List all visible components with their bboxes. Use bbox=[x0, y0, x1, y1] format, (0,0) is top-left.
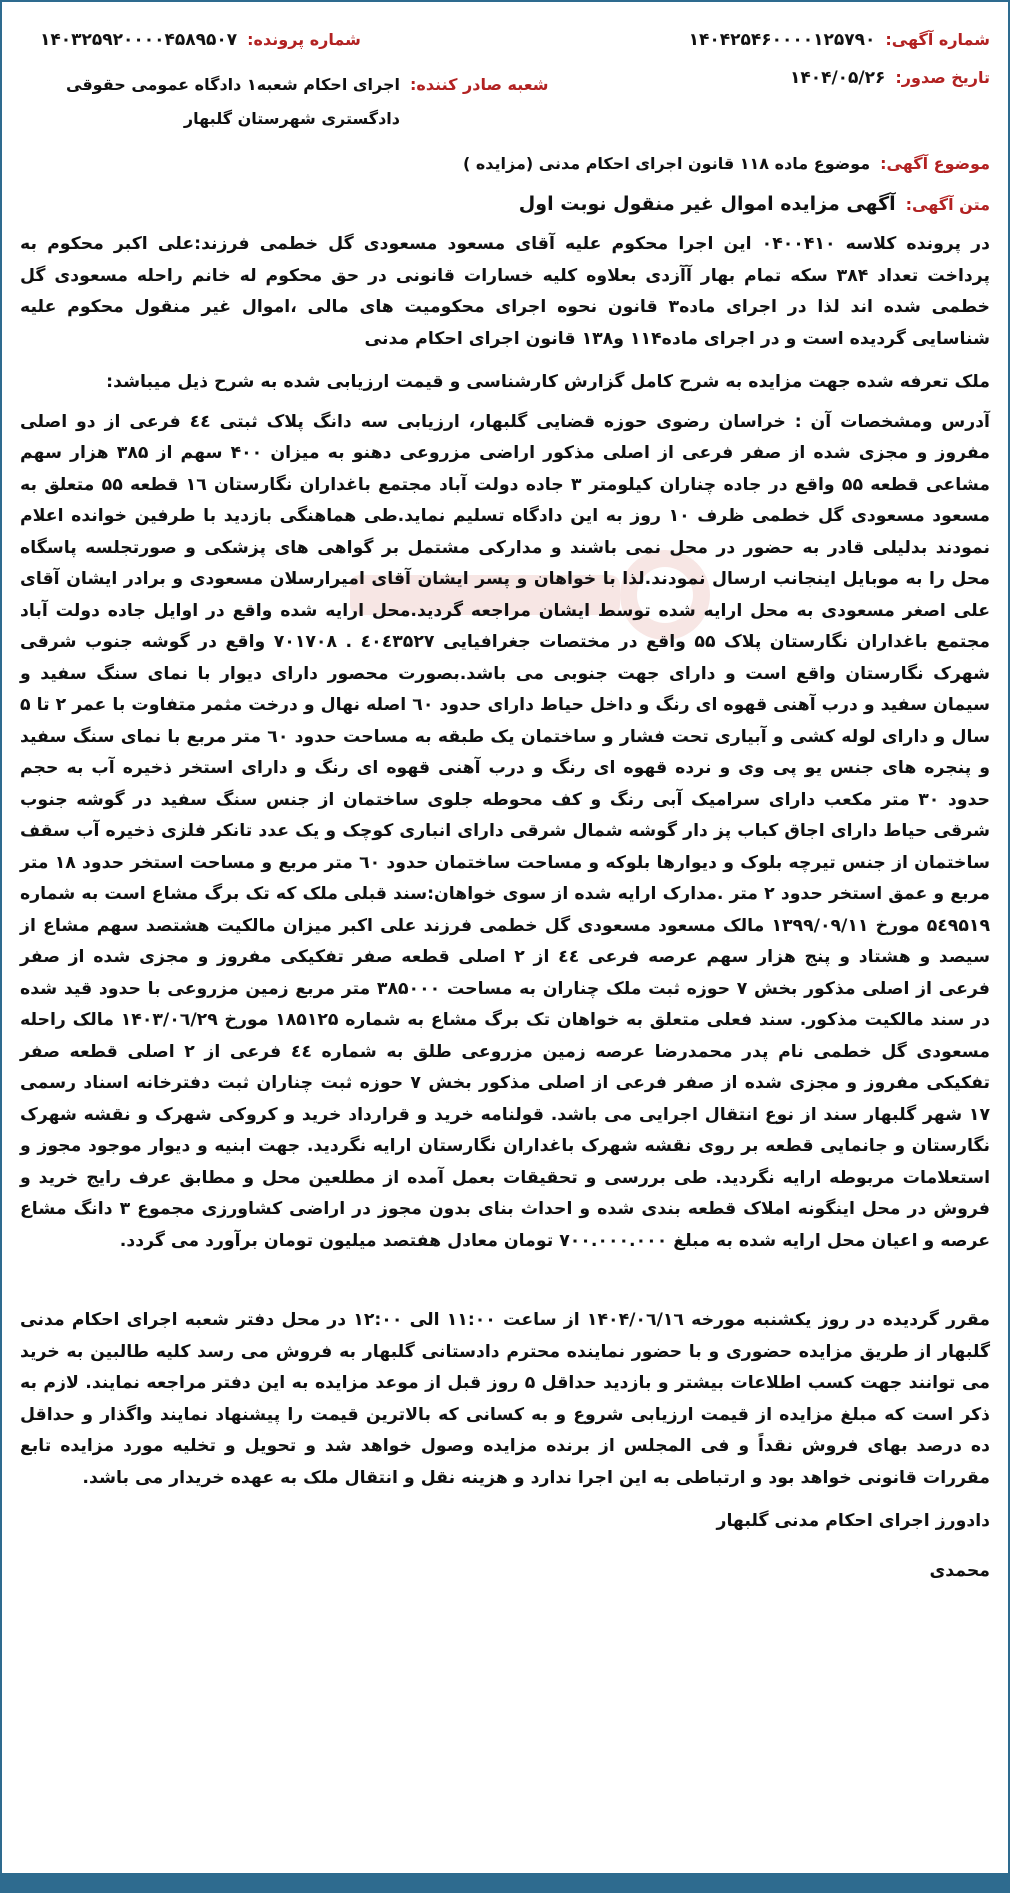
issue-date-value: ۱۴۰۴/۰۵/۲۶ bbox=[789, 68, 886, 88]
issuing-branch-label: شعبه صادر کننده: bbox=[410, 75, 549, 94]
paragraph-case-intro: در پرونده کلاسه ۰۴۰۰۴۱۰ این اجرا محکوم علیه آقای مسعود مسعودی گل خطمی فرزند:علی اکبر محکوم به پرداخت تعداد ۳۸۴ سکه تمام بهار آآزدی بعلاوه کلیه خسارات قانونی در حق محکوم له خانم راحله مسعودی گل خطمی شده اند لذا در اجرای ماده۳ قانون نحوه اجرای محکومیت های مالی ،اموال غیر منقول محکوم علیه شناسایی گردیده است و در اجرای ماده۱۱۴ و۱۳۸ قانون اجرای احکام مدنی bbox=[20, 234, 991, 349]
signature-name: محمدی bbox=[929, 1560, 990, 1581]
notice-number-value: ۱۴۰۴۲۵۴۶۰۰۰۰۱۲۵۷۹۰ bbox=[688, 30, 876, 50]
bottom-bar bbox=[0, 1873, 1010, 1893]
header-row-2 bbox=[20, 68, 990, 136]
spacer bbox=[20, 1269, 990, 1305]
case-number bbox=[40, 30, 361, 50]
notice-text-heading bbox=[20, 193, 990, 215]
issue-date bbox=[790, 68, 990, 88]
notice-text-value: آگهی مزایده اموال غیر منقول نوبت اول bbox=[518, 193, 896, 215]
case-number-label: شماره پرونده: bbox=[247, 30, 361, 49]
notice-subject-value: موضوع ماده ۱۱۸ قانون اجرای احکام مدنی (مزایده ) bbox=[462, 154, 871, 173]
signature-title: دادورز اجرای احکام مدنی گلبهار bbox=[716, 1511, 990, 1531]
notice-number bbox=[689, 30, 990, 50]
issuing-branch bbox=[40, 68, 548, 136]
notice-text-label: متن آگهی: bbox=[905, 195, 990, 214]
notice-number-label: شماره آگهی: bbox=[885, 30, 990, 49]
paragraph-property-heading: ملک تعرفه شده جهت مزایده به شرح کامل گزارش کارشناسی و قیمت ارزیابی شده به شرح ذیل میباشد: bbox=[106, 372, 990, 392]
case-number-value: ۱۴۰۳۲۵۹۲۰۰۰۰۴۵۸۹۵۰۷ bbox=[40, 30, 238, 50]
issue-date-label: تاریخ صدور: bbox=[895, 68, 990, 87]
notice-subject-label: موضوع آگهی: bbox=[880, 154, 990, 173]
notice-subject bbox=[20, 154, 990, 173]
paragraph-auction-terms: مقرر گردیده در روز یکشنبه مورخه ۱۴۰۴/۰٦/۱٦ از ساعت ۱۱:۰۰ الی ۱۲:۰۰ در محل دفتر شعبه اجرای احکام مدنی گلبهار از طریق مزایده حضوری و با حضور نماینده محترم دادستانی گلبهار به فروش می رسد کلیه طالبین به خرید می توانند جهت کسب اطلاعات بیشتر و بازدید حداقل ۵ روز قبل از موعد مزایده به این دفتر مراجعه نمایند. لازم به ذکر است که مبلغ مزایده از قیمت ارزیابی شروع و به کسانی که بالاترین قیمت را پیشنهاد نمایند واگذار و حداقل ده درصد بهای فروش نقداً و فی المجلس از برنده مزایده وصول خواهد شد و تحویل و تخلیه مورد مزایده تابع مقررات قانونی خواهد بود و ارتباطی به این اجرا ندارد و هزینه نقل و انتقال ملک به عهده خریدار می باشد. bbox=[20, 1310, 990, 1488]
notice-document bbox=[20, 30, 990, 1587]
paragraph-property-details: آدرس ومشخصات آن : خراسان رضوی حوزه قضایی گلبهار، ارزیابی سه دانگ پلاک ثبتی ٤٤ فرعی از دو اصلی مفروز و مجزی شده از صفر فرعی از اصلی مذکور اراضی مزروعی دهنو به میزان ۴۰۰ سهم از ۳۸۵ هزار سهم مشاعی قطعه ۵۵ واقع در جاده چناران کیلومتر ۳ جاده دولت آباد مجتمع باغداران نگارستان ۱٦ قطعه ۵۵ متعلق به مسعود مسعودی گل خطمی ظرف ۱۰ روز به این دادگاه تسلیم نماید.طی هماهنگی بازدید با طرفین خوانده اعلام نمودند بدلیلی قادر به حضور در محل نمی باشند و مدارکی مشتمل بر گواهی های پزشکی و صورتجلسه پاسگاه محل را به موبایل اینجانب ارسال نمودند.لذا با خواهان و پسر ایشان آقای امیرارسلان مسعودی و برادر ایشان آقای علی اصغر مسعودی به محل ارایه شده توسط ایشان مراجعه گردید.محل ارایه شده واقع در اوایل جاده دولت آباد مجتمع باغداران نگارستان پلاک ۵۵ واقع در مختصات جغرافیایی ٤٠٤٣۵٢٧ . ٧٠١٧٠٨ واقع در گوشه جنوب شرقی شهرک نگارستان واقع است و دارای جهت جنوبی می باشد.بصورت محصور دارای دیوار با نمای سنگ سفید و سیمان سفید و درب آهنی قهوه ای رنگ و داخل حیاط دارای حدود ٦٠ اصله نهال و درخت مثمر متفاوت با عمر ۲ تا ۵ سال و دارای لوله کشی و آبیاری تحت فشار و ساختمان یک طبقه به مساحت حدود ٦٠ متر مربع با نمای سنگ سفید و پنجره های جنس یو پی وی و نرده قهوه ای رنگ و درب آهنی قهوه ای رنگ و دارای استخر ذخیره آب به حجم حدود ۳۰ متر مکعب دارای سرامیک آبی رنگ و کف محوطه جلوی ساختمان از جنس سنگ سفید در گوشه جنوب شرقی حیاط دارای اجاق کباب پز دار گوشه شمال شرقی دارای انباری کوچک و یک عدد تانکر فلزی ذخیره آب سقف ساختمان از جنس تیرچه بلوک و دیوارها بلوکه و مساحت ساختمان حدود ٦٠ متر مربع و مساحت استخر حدود ۱۸ متر مربع و عمق استخر حدود ۲ متر .مدارک ارایه شده از سوی خواهان:سند قبلی ملک که تک برگ مشاع است به شماره ۵٤٩۵١٩ مورخ ۱۳۹۹/۰۹/۱۱ مالک مسعود مسعودی گل خطمی فرزند علی اکبر میزان مالکیت هشتصد سهم مشاع از سیصد و هشتاد و پنج هزار سهم عرصه فرعی ٤٤ از ۲ اصلی قطعه صفر تفکیکی مفروز و مجزی شده از صفر فرعی از اصلی مذکور بخش ۷ حوزه ثبت ملک چناران به مساحت ۳۸۵۰۰۰ متر مربع زمین مزروعی با حدود قید شده در سند مالکیت مذکور. سند فعلی متعلق به خواهان تک برگ مشاع به شماره ۱۸۵۱۲۵ مورخ ۱۴۰۳/۰٦/۲۹ مالک راحله مسعودی گل خطمی نام پدر محمدرضا عرصه زمین مزروعی طلق به شماره ٤٤ فرعی از ۲ اصلی قطعه صفر تفکیکی مفروز و مجزی شده از صفر فرعی از اصلی مذکور بخش ۷ حوزه ثبت چناران ثبت دفترخانه اسناد رسمی ۱۷ شهر گلبهار سند از نوع انتقال اجرایی می باشد. قولنامه خرید و قرارداد خرید و کروکی شهرک و نقشه شهرک نگارستان و جانمایی قطعه بر روی نقشه شهرک باغداران نگارستان ارایه نگردید. جهت ابنیه و دیوار موجود مجوز و استعلامات مربوطه ارایه نگردید. طی بررسی و تحقیقات بعمل آمده از مطلعین محل و مطابق عرف رایج خرید و فروش در محل اینگونه املاک قطعه بندی شده و احداث بنای بدون مجوز در اراضی کشاورزی مجموع ۳ دانگ مشاع عرصه و اعیان محل ارایه شده به مبلغ ۷۰۰.۰۰۰.۰۰۰ تومان معادل هفتصد میلیون تومان برآورد می گردد. bbox=[20, 411, 991, 1251]
header-row-1 bbox=[20, 30, 990, 50]
issuing-branch-value: اجرای احکام شعبه۱ دادگاه عمومی حقوقی دادگستری شهرستان گلبهار bbox=[66, 75, 400, 128]
